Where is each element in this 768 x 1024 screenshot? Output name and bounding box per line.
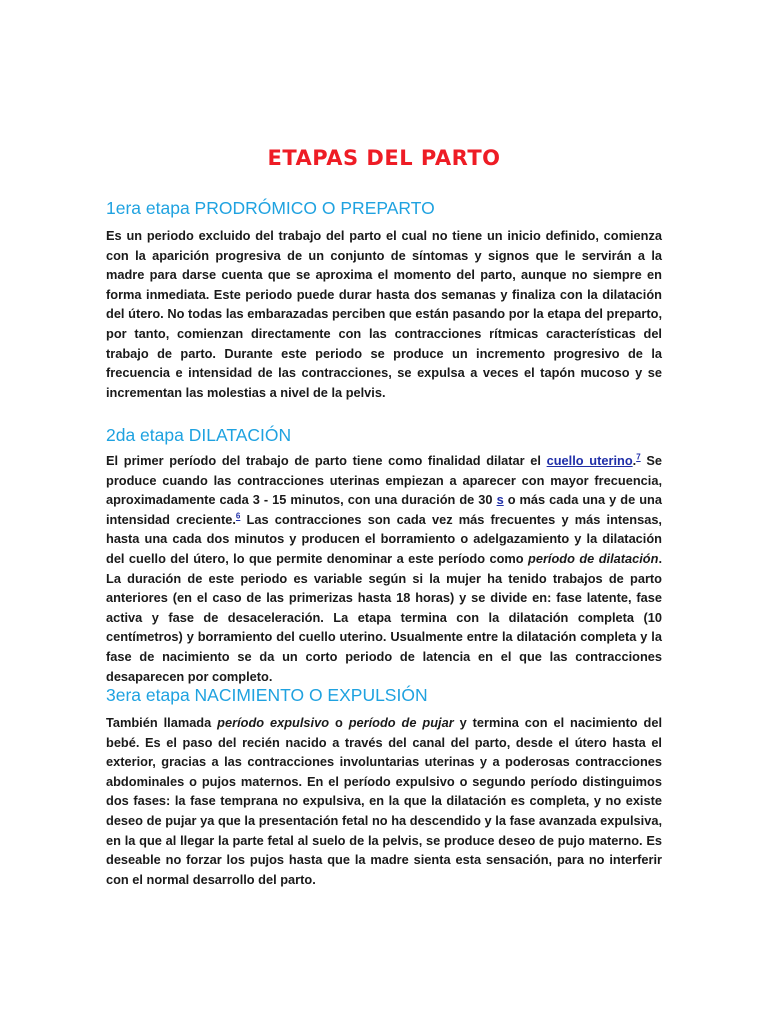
section-heading-expulsion: 3era etapa NACIMIENTO O EXPULSIÓN: [106, 685, 428, 705]
paragraph-text: Es un periodo excluido del trabajo del parto el cual no tiene un inicio definido, comienza con la aparición progresiva de un conjunto de síntomas y signos que le servirán a la madre para darse cuenta que se aproxima el momento del parto, aunque no siempre en forma inmediata. Este periodo puede durar hasta dos semanas y finaliza con la dilatación del útero. No todas las embarazadas perciben que están pasando por la etapa del preparto, por tanto, comienzan directamente con las contracciones rítmicas características del trabajo de parto. Durante este periodo se produce un incremento progresivo de la frecuencia e intensidad de las contracciones, se expulsa a veces el tapón mucoso y se incrementan las molestias a nivel de la pelvis.: [106, 228, 662, 400]
cuello-uterino-link[interactable]: cuello uterino: [546, 453, 633, 468]
section-heading-preparto: 1era etapa PRODRÓMICO O PREPARTO: [106, 198, 435, 218]
reference-6-link[interactable]: 6: [235, 511, 241, 521]
section-heading-dilatacion: 2da etapa DILATACIÓN: [106, 425, 292, 445]
paragraph-text: .: [632, 453, 637, 468]
emphasis-periodo-pujar: período de pujar: [348, 715, 454, 730]
emphasis-periodo-dilatacion: período de dilatación: [528, 550, 659, 566]
paragraph-text: . La duración de este periodo es variable según si la mujer ha tenido trabajos de parto anteriores (en el caso de las primerizas hasta 18 horas) y se divide en: fase latente, fase activa y fase de desaceleración. La etapa termina con la dilatación completa (10 centímetros) y borramiento del cuello uterino. Usualmente entre la dilatación completa y la fase de nacimiento se da un corto periodo de latencia en el que las contracciones desaparecen por completo.: [106, 550, 662, 684]
paragraph-text: o: [329, 715, 349, 730]
paragraph-text: Las contracciones son cada vez más frecuentes y más intensas, hasta una cada dos minutos y producen el borramiento o adelgazamiento y la dilatación del cuello del útero, lo que permite denominar a este período como: [106, 511, 662, 566]
section-paragraph-dilatacion: [106, 451, 662, 686]
section-paragraph-preparto: [106, 226, 662, 402]
paragraph-text: y termina con el nacimiento del bebé. Es el paso del recién nacido a través del canal del parto, desde el útero hasta el exterior, gracias a las contracciones involuntarias uterinas y a poderosas contracciones abdominales o pujos maternos. En el período expulsivo o segundo período distinguimos dos fases: la fase temprana no expulsiva, en la que la dilatación es completa, y no existe deseo de pujar ya que la presentación fetal no ha descendido y la fase avanzada expulsiva, en la que al llegar la parte fetal al suelo de la pelvis, se produce deseo de pujo materno. Es deseable no forzar los pujos hasta que la madre sienta esta sensación, para no interferir con el normal desarrollo del parto.: [106, 715, 662, 887]
paragraph-text: o más cada una y de una intensidad creciente.: [106, 492, 662, 527]
seconds-link[interactable]: s: [496, 492, 504, 508]
document-title: ETAPAS DEL PARTO: [267, 146, 501, 170]
section-paragraph-expulsion: [106, 713, 662, 889]
paragraph-text: También llamada: [106, 715, 218, 730]
reference-7-link[interactable]: 7: [636, 452, 641, 462]
paragraph-text: El primer período del trabajo de parto tiene como finalidad dilatar el: [106, 453, 547, 468]
emphasis-periodo-expulsivo: período expulsivo: [217, 715, 330, 730]
paragraph-text: Se produce cuando las contracciones uterinas empiezan a aparecer con mayor frecuencia, aproximadamente cada 3 - 15 minutos, con una duración de 30: [106, 453, 662, 508]
